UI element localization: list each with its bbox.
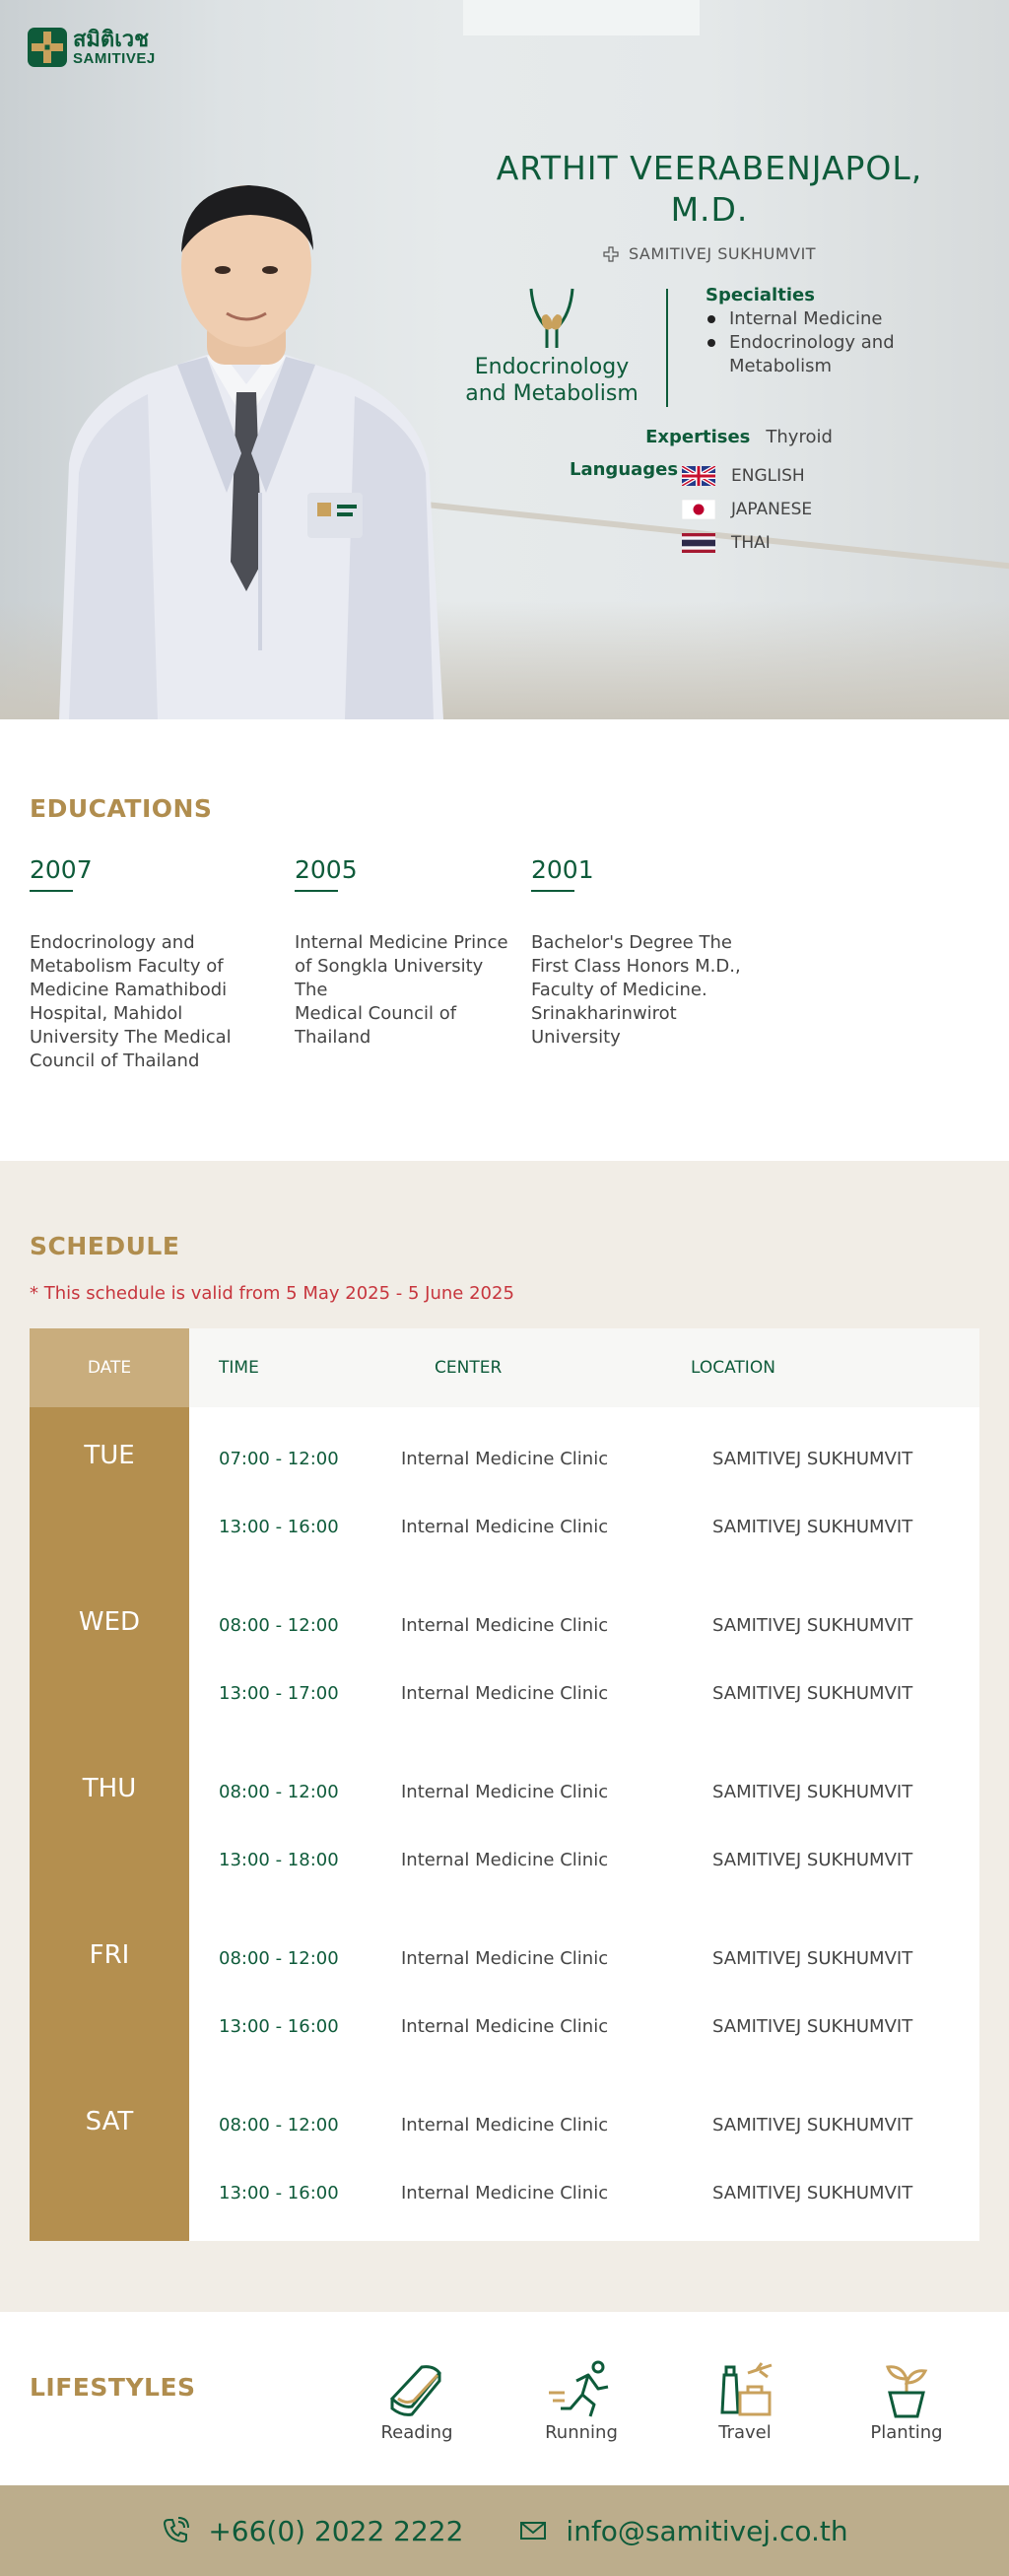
slot-location: SAMITIVEJ SUKHUMVIT: [712, 2183, 913, 2203]
educations-section: [0, 719, 1009, 1161]
specialties-title: Specialties: [706, 285, 815, 305]
travel-icon: [710, 2359, 779, 2420]
book-icon: [382, 2359, 451, 2420]
slot-center: Internal Medicine Clinic: [401, 2016, 609, 2037]
education-item: [531, 855, 753, 1050]
slot-center: Internal Medicine Clinic: [401, 1683, 609, 1704]
lifestyles-title: LIFESTYLES: [30, 2373, 196, 2402]
day-label: THU: [82, 1774, 137, 1803]
slot-center: Internal Medicine Clinic: [401, 1850, 609, 1870]
schedule-row: [189, 1995, 979, 2063]
slot-time: 13:00 - 16:00: [219, 1517, 339, 1537]
phone-number[interactable]: +66(0) 2022 2222: [208, 2514, 464, 2547]
lifestyle-item: [522, 2359, 640, 2443]
language-name: ENGLISH: [731, 466, 805, 486]
slot-time: 08:00 - 12:00: [219, 1615, 339, 1636]
lifestyle-item: [686, 2359, 804, 2443]
doctor-info: [434, 148, 985, 568]
specialty-row: [434, 285, 985, 413]
doctor-name-line1: ARTHIT VEERABENJAPOL,: [496, 149, 923, 187]
language-name: JAPANESE: [731, 500, 813, 519]
samitivej-logo[interactable]: [28, 28, 156, 67]
lifestyle-label: Running: [545, 2422, 618, 2443]
lifestyle-item: [847, 2359, 966, 2443]
language-name: THAI: [731, 533, 771, 553]
education-description: Bachelor's Degree The First Class Honors M.D., Faculty of Medicine. Srinakharinwirot University: [531, 932, 741, 1048]
slot-time: 08:00 - 12:00: [219, 1948, 339, 1969]
header-date: DATE: [30, 1328, 189, 1407]
slot-location: SAMITIVEJ SUKHUMVIT: [712, 1782, 913, 1802]
language-item: [682, 493, 812, 526]
language-item: [682, 526, 812, 560]
specialty-name: [434, 354, 670, 407]
slot-center: Internal Medicine Clinic: [401, 1517, 609, 1537]
specialty-line2: and Metabolism: [465, 381, 639, 406]
lifestyle-label: Travel: [718, 2422, 772, 2443]
schedule-section: [0, 1161, 1009, 2312]
slot-time: 08:00 - 12:00: [219, 2115, 339, 2135]
lifestyle-item: [358, 2359, 476, 2443]
schedule-row: [189, 1593, 979, 1661]
lifestyles-section: [0, 2312, 1009, 2485]
slot-location: SAMITIVEJ SUKHUMVIT: [712, 1449, 913, 1469]
contact-footer: [0, 2485, 1009, 2576]
running-icon: [547, 2359, 616, 2420]
schedule-row: [189, 2161, 979, 2229]
languages-list: [682, 459, 812, 560]
slot-center: Internal Medicine Clinic: [401, 1782, 609, 1802]
slot-location: SAMITIVEJ SUKHUMVIT: [712, 1850, 913, 1870]
schedule-row: [189, 1760, 979, 1828]
slot-time: 08:00 - 12:00: [219, 1782, 339, 1802]
languages-row: [434, 459, 985, 568]
slot-center: Internal Medicine Clinic: [401, 1948, 609, 1969]
email-address[interactable]: info@samitivej.co.th: [566, 2514, 848, 2547]
day-label: WED: [78, 1607, 141, 1637]
languages-label: Languages: [570, 459, 679, 480]
specialty-item: Internal Medicine: [706, 307, 981, 331]
educations-title: EDUCATIONS: [30, 794, 213, 823]
specialty-block: [434, 285, 670, 407]
schedule-table-header: [30, 1328, 979, 1407]
thyroid-icon: [517, 285, 586, 350]
specialties-list: [706, 285, 981, 378]
slot-center: Internal Medicine Clinic: [401, 2183, 609, 2203]
logo-cross-icon: [28, 28, 67, 67]
education-year: 2001: [531, 855, 594, 888]
header-center: CENTER: [435, 1358, 503, 1378]
specialty-item: Endocrinology and Metabolism: [706, 331, 981, 378]
schedule-validity-note: * This schedule is valid from 5 May 2025 - 5 June 2025: [30, 1283, 514, 1304]
japan-flag-icon: [682, 500, 715, 519]
uk-flag-icon: [682, 466, 715, 486]
plant-icon: [872, 2359, 941, 2420]
mail-icon: [518, 2516, 548, 2545]
hospital-cross-icon: [603, 246, 619, 262]
doctor-name: [434, 148, 985, 231]
schedule-title: SCHEDULE: [30, 1232, 180, 1260]
slot-location: SAMITIVEJ SUKHUMVIT: [712, 2016, 913, 2037]
schedule-row: [189, 1927, 979, 1995]
education-item: [30, 855, 251, 1073]
slot-time: 13:00 - 17:00: [219, 1683, 339, 1704]
slot-location: SAMITIVEJ SUKHUMVIT: [712, 1683, 913, 1704]
hospital-name: SAMITIVEJ SUKHUMVIT: [628, 244, 817, 263]
expertises-value: Thyroid: [766, 427, 833, 447]
slot-location: SAMITIVEJ SUKHUMVIT: [712, 1615, 913, 1636]
lifestyle-label: Planting: [870, 2422, 943, 2443]
slot-time: 13:00 - 16:00: [219, 2016, 339, 2037]
slot-location: SAMITIVEJ SUKHUMVIT: [712, 2115, 913, 2135]
slot-time: 13:00 - 16:00: [219, 2183, 339, 2203]
logo-thai-text: สมิติเวช: [73, 27, 150, 52]
hospital-line: [434, 244, 985, 263]
day-label: TUE: [84, 1441, 135, 1470]
schedule-table: [30, 1328, 979, 2241]
slot-time: 07:00 - 12:00: [219, 1449, 339, 1469]
slot-time: 13:00 - 18:00: [219, 1850, 339, 1870]
ceiling-light: [463, 0, 700, 35]
thai-flag-icon: [682, 533, 715, 553]
slot-location: SAMITIVEJ SUKHUMVIT: [712, 1948, 913, 1969]
education-description: Endocrinology and Metabolism Faculty of Medicine Ramathibodi Hospital, Mahidol University The Medical Council of Thailand: [30, 932, 232, 1071]
slot-center: Internal Medicine Clinic: [401, 2115, 609, 2135]
doctor-name-line2: M.D.: [670, 190, 749, 229]
day-label: SAT: [85, 2107, 134, 2136]
language-item: [682, 459, 812, 493]
slot-location: SAMITIVEJ SUKHUMVIT: [712, 1517, 913, 1537]
education-description: Internal Medicine Prince of Songkla University The Medical Council of Thailand: [295, 932, 508, 1048]
specialty-divider: [666, 289, 668, 407]
phone-icon: [161, 2516, 190, 2545]
schedule-row: [189, 2093, 979, 2161]
schedule-row: [189, 1661, 979, 1729]
day-label: FRI: [89, 1940, 130, 1970]
doctor-photo: [39, 168, 453, 719]
header-location: LOCATION: [691, 1358, 775, 1378]
specialty-line1: Endocrinology: [474, 355, 630, 379]
education-year: 2005: [295, 855, 358, 888]
phone-contact[interactable]: [161, 2515, 463, 2547]
schedule-row: [189, 1427, 979, 1495]
slot-center: Internal Medicine Clinic: [401, 1449, 609, 1469]
email-contact[interactable]: [518, 2515, 847, 2547]
expertises-label: Expertises: [645, 427, 751, 447]
lifestyle-label: Reading: [380, 2422, 453, 2443]
header-time: TIME: [219, 1358, 259, 1378]
education-item: [295, 855, 516, 1050]
expertises-row: [493, 427, 985, 447]
schedule-row: [189, 1495, 979, 1563]
logo-english-text: SAMITIVEJ: [73, 49, 156, 67]
schedule-row: [189, 1828, 979, 1896]
slot-center: Internal Medicine Clinic: [401, 1615, 609, 1636]
hero-banner: [0, 0, 1009, 719]
education-year: 2007: [30, 855, 93, 888]
